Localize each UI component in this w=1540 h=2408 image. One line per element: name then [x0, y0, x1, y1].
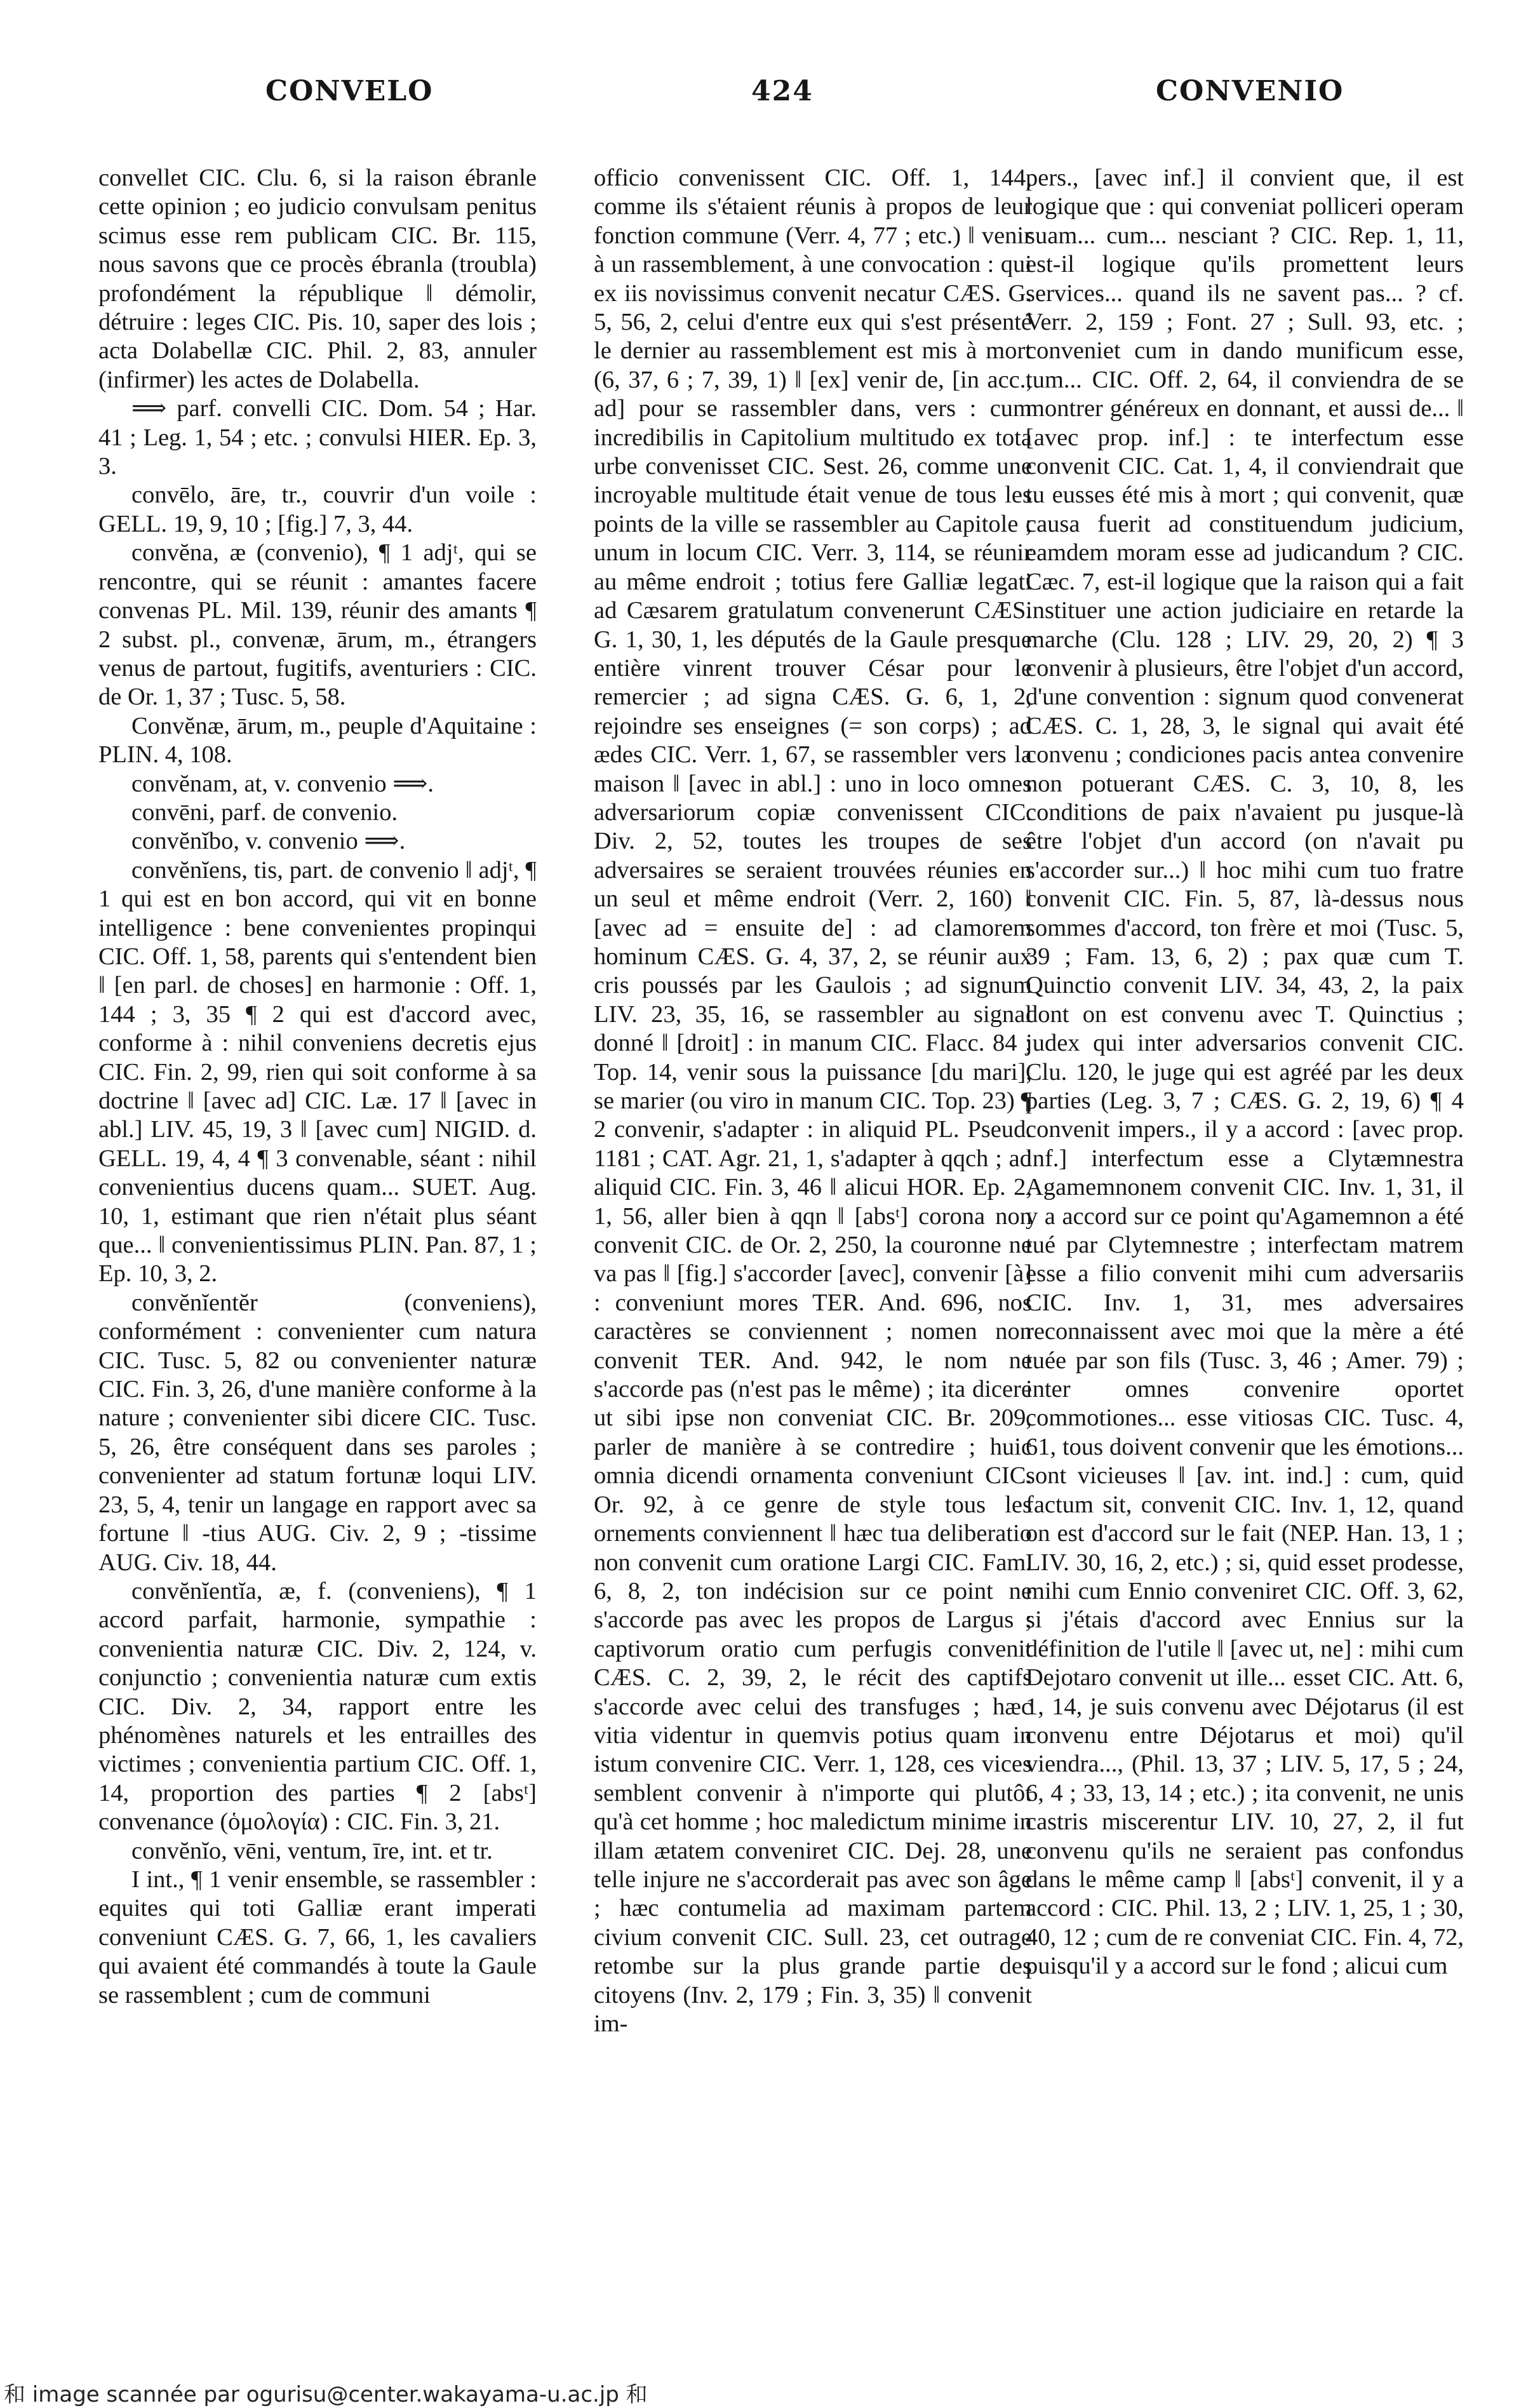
entry-paragraph: convĕna, æ (convenio), ¶ 1 adjᵗ, qui se rencontre, qui se réunit : amantes facere convenas PL. Mil. 139, réunir des amants ¶ 2 subst. pl., convenæ, ārum, m., étrangers venus de partout, fugitifs, aventuriers : CIC. de Or. 1, 37 ; Tusc. 5, 58. — [98, 539, 537, 711]
entry-paragraph: convĕnam, at, v. convenio ⟹. — [131, 770, 434, 797]
text-column-1 — [98, 164, 537, 2010]
scan-credit-footer: 和 image scannée par ogurisu@center.wakayama-u.ac.jp 和 — [4, 2382, 648, 2407]
entry-paragraph: convĕnĭens, tis, part. de convenio ‖ adjᵗ, ¶ 1 qui est en bon accord, qui vit en bonne intelligence : bene convenientes propinqui CIC. Off. 1, 58, parents qui s'entendent bien ‖ [en parl. de choses] en harmonie : Off. 1, 144 ; 3, 35 ¶ 2 qui est d'accord avec, conforme à : nihil conveniens decretis ejus CIC. Fin. 2, 99, rien qui soit conforme à sa doctrine ‖ [avec ad] CIC. Læ. 17 ‖ [avec in abl.] LIV. 45, 19, 3 ‖ [avec cum] NIGID. d. GELL. 19, 4, 4 ¶ 3 convenable, séant : nihil convenientius ducens quam... SUET. Aug. 10, 1, estimant que rien n'était plus séant que... ‖ convenientissimus PLIN. Pan. 87, 1 ; Ep. 10, 3, 2. — [98, 856, 537, 1288]
text-column-2 — [594, 164, 1032, 2038]
entry-paragraph: convĕnĭo, vēni, ventum, īre, int. et tr. — [131, 1837, 493, 1864]
entry-paragraph: officio convenissent CIC. Off. 1, 144, comme ils s'étaient réunis à propos de leur fonction commune (Verr. 4, 77 ; etc.) ‖ venir à un rassemblement, à une convocation : qui ex iis novissimus convenit necatur CÆS. G. 5, 56, 2, celui d'entre eux qui s'est présenté le dernier au rassemblement est mis à mort (6, 37, 6 ; 7, 39, 1) ‖ [ex] venir de, [in acc., ad] pour se rassembler dans, vers : cum incredibilis in Capitolium multitudo ex tota urbe convenisset CIC. Sest. 26, comme une incroyable multitude était venue de tous les points de la ville se rassembler au Capitole ; unum in locum CIC. Verr. 3, 114, se réunir au même endroit ; totius fere Galliæ legati ad Cæsarem gratulatum convenerunt CÆS. G. 1, 30, 1, les députés de la Gaule presque entière vinrent trouver César pour le remercier ; ad signa CÆS. G. 6, 1, 2, rejoindre ses enseignes (= son corps) ; ad ædes CIC. Verr. 1, 67, se rassembler vers la maison ‖ [avec in abl.] : uno in loco omnes adversariorum copiæ convenissent CIC. Div. 2, 52, toutes les troupes de ses adversaires se seraient trouvées réunies en un seul et même endroit (Verr. 2, 160) ‖ [avec ad = ensuite de] : ad clamorem hominum CÆS. G. 4, 37, 2, se réunir aux cris poussés par les Gaulois ; ad signum LIV. 23, 35, 16, se rassembler au signal donné ‖ [droit] : in manum CIC. Flacc. 84 ; Top. 14, venir sous la puissance [du mari], se marier (ou viro in manum CIC. Top. 23) ¶ 2 convenir, s'adapter : in aliquid PL. Pseud. 1181 ; CAT. Agr. 21, 1, s'adapter à qqch ; ad aliquid CIC. Fin. 3, 46 ‖ alicui HOR. Ep. 2, 1, 56, aller bien à qqn ‖ [absᵗ] corona non convenit CIC. de Or. 2, 250, la couronne ne va pas ‖ [fig.] s'accorder [avec], convenir [à] : conveniunt mores TER. And. 696, nos caractères se conviennent ; nomen non convenit TER. And. 942, le nom ne s'accorde pas (n'est pas le même) ; ita dicere ut sibi ipse non conveniat CIC. Br. 209, parler de manière à se contredire ; huic omnia dicendi ornamenta conveniunt CIC. Or. 92, à ce genre de style tous les ornements conviennent ‖ hæc tua deliberatio non convenit cum oratione Largi CIC. Fam. 6, 8, 2, ton indécision sur ce point ne s'accorde pas avec les propos de Largus ; captivorum oratio cum perfugis convenit CÆS. C. 2, 39, 2, le récit des captifs s'accorde avec celui des transfuges ; hæc vitia videntur in quemvis potius quam in istum convenire CIC. Verr. 1, 128, ces vices semblent convenir à n'importe qui plutôt qu'à cet homme ; hoc maledictum minime in illam ætatem conveniret CIC. Dej. 28, une telle injure ne s'accorderait pas avec son âge ; hæc contumelia ad maximam partem civium convenit CIC. Sull. 23, cet outrage retombe sur la plus grande partie des citoyens (Inv. 2, 179 ; Fin. 3, 35) ‖ convenit im- — [594, 165, 1032, 2037]
entry-paragraph: convĕnĭbo, v. convenio ⟹. — [131, 828, 406, 855]
entry-paragraph: convēlo, āre, tr., couvrir d'un voile : GELL. 19, 9, 10 ; [fig.] 7, 3, 44. — [98, 481, 537, 537]
entry-paragraph: I int., ¶ 1 venir ensemble, se rassembler : equites qui toti Galliæ erant imperati conveniunt CÆS. G. 7, 66, 1, les cavaliers qui avaient été commandés à toute la Gaule se rassemblent ; cum de communi — [98, 1866, 537, 2008]
running-head-left: CONVELO — [265, 75, 434, 107]
entry-paragraph: convellet CIC. Clu. 6, si la raison ébranle cette opinion ; eo judicio convulsam penitus scimus esse rem publicam CIC. Br. 115, nous savons que ce procès ébranla (troubla) profondément la république ‖ démolir, détruire : leges CIC. Pis. 10, saper des lois ; acta Dolabellæ CIC. Phil. 2, 83, annuler (infirmer) les actes de Dolabella. — [98, 165, 537, 393]
entry-paragraph: pers., [avec inf.] il convient que, il est logique que : qui conveniat polliceri operam suam... cum... nesciant ? CIC. Rep. 1, 11, est-il logique qu'ils promettent leurs services... quand ils ne savent pas... ? cf. Verr. 2, 159 ; Font. 27 ; Sull. 93, etc. ; conveniet cum in dando munificum esse, tum... CIC. Off. 2, 64, il conviendra de se montrer généreux en donnant, et aussi de... ‖ [avec prop. inf.] : te interfectum esse convenit CIC. Cat. 1, 4, il conviendrait que tu eusses été mis à mort ; qui convenit, quæ causa fuerit ad constituendum judicium, eamdem moram esse ad judicandum ? CIC. Cæc. 7, est-il logique que la raison qui a fait instituer une action judiciaire en retarde la marche (Clu. 128 ; LIV. 29, 20, 2) ¶ 3 convenir à plusieurs, être l'objet d'un accord, d'une convention : signum quod convenerat CÆS. C. 1, 28, 3, le signal qui avait été convenu ; condiciones pacis antea convenire non potuerant CÆS. C. 3, 10, 8, les conditions de paix n'avaient pu jusque-là être l'objet d'un accord (on n'avait pu s'accorder sur...) ‖ hoc mihi cum tuo fratre convenit CIC. Fin. 5, 87, là-dessus nous sommes d'accord, ton frère et moi (Tusc. 5, 39 ; Fam. 13, 6, 2) ; pax quæ cum T. Quinctio convenit LIV. 34, 43, 2, la paix dont on est convenu avec T. Quinctius ; judex qui inter adversarios convenit CIC. Clu. 120, le juge qui est agréé par les deux parties (Leg. 3, 7 ; CÆS. G. 2, 19, 6) ¶ 4 convenit impers., il y a accord : [avec prop. inf.] interfectum esse a Clytæmnestra Agamemnonem convenit CIC. Inv. 1, 31, il y a accord sur ce point qu'Agamemnon a été tué par Clytemnestre ; interfectam matrem esse a filio convenit mihi cum adversariis CIC. Inv. 1, 31, mes adversaires reconnaissent avec moi que la mère a été tuée par son fils (Tusc. 3, 46 ; Amer. 79) ; inter omnes convenire oportet commotiones... esse vitiosas CIC. Tusc. 4, 61, tous doivent convenir que les émotions... sont vicieuses ‖ [av. int. ind.] : cum, quid factum sit, convenit CIC. Inv. 1, 12, quand on est d'accord sur le fait (NEP. Han. 13, 1 ; LIV. 30, 16, 2, etc.) ; si, quid esset prodesse, mihi cum Ennio conveniret CIC. Off. 3, 62, si j'étais d'accord avec Ennius sur la définition de l'utile ‖ [avec ut, ne] : mihi cum Dejotaro convenit ut ille... esset CIC. Att. 6, 1, 14, je suis convenu avec Déjotarus (il est convenu entre Déjotarus et moi) qu'il viendra..., (Phil. 13, 37 ; LIV. 5, 17, 5 ; 24, 6, 4 ; 33, 13, 14 ; etc.) ; ita convenit, ne unis castris miscerentur LIV. 10, 27, 2, il fut convenu qu'ils ne seraient pas confondus dans le même camp ‖ [absᵗ] convenit, il y a accord : CIC. Phil. 13, 2 ; LIV. 1, 25, 1 ; 30, 40, 12 ; cum de re conveniat CIC. Fin. 4, 72, puisqu'il y a accord sur le fond ; alicui cum — [1026, 165, 1464, 1980]
running-head-right: CONVENIO — [1156, 75, 1344, 107]
entry-paragraph: ⟹ parf. convelli CIC. Dom. 54 ; Har. 41 ; Leg. 1, 54 ; etc. ; convulsi HIER. Ep. 3, 3. — [98, 395, 537, 480]
page-number: 424 — [751, 75, 814, 107]
entry-paragraph: convĕnĭentĭa, æ, f. (conveniens), ¶ 1 accord parfait, harmonie, sympathie : convenientia naturæ CIC. Div. 2, 124, v. conjunctio ; convenientia naturæ cum extis CIC. Div. 2, 34, rapport entre les phénomènes naturels et les entrailles des victimes ; convenientia partium CIC. Off. 1, 14, proportion des parties ¶ 2 [absᵗ] convenance (ὁμολογία) : CIC. Fin. 3, 21. — [98, 1577, 537, 1836]
entry-paragraph: convĕnĭentĕr (conveniens), conformément : convenienter cum natura CIC. Tusc. 5, 82 ou convenienter naturæ CIC. Fin. 3, 26, d'une manière conforme à la nature ; convenienter sibi dicere CIC. Tusc. 5, 26, être conséquent dans ses paroles ; convenienter ad statum fortunæ loqui LIV. 23, 5, 4, tenir un langage en rapport avec sa fortune ‖ -tius AUG. Civ. 2, 9 ; -tissime AUG. Civ. 18, 44. — [98, 1289, 537, 1576]
entry-paragraph: Convĕnæ, ārum, m., peuple d'Aquitaine : PLIN. 4, 108. — [98, 712, 537, 769]
entry-paragraph: convēni, parf. de convenio. — [131, 798, 398, 826]
text-column-3 — [1026, 164, 1464, 1981]
